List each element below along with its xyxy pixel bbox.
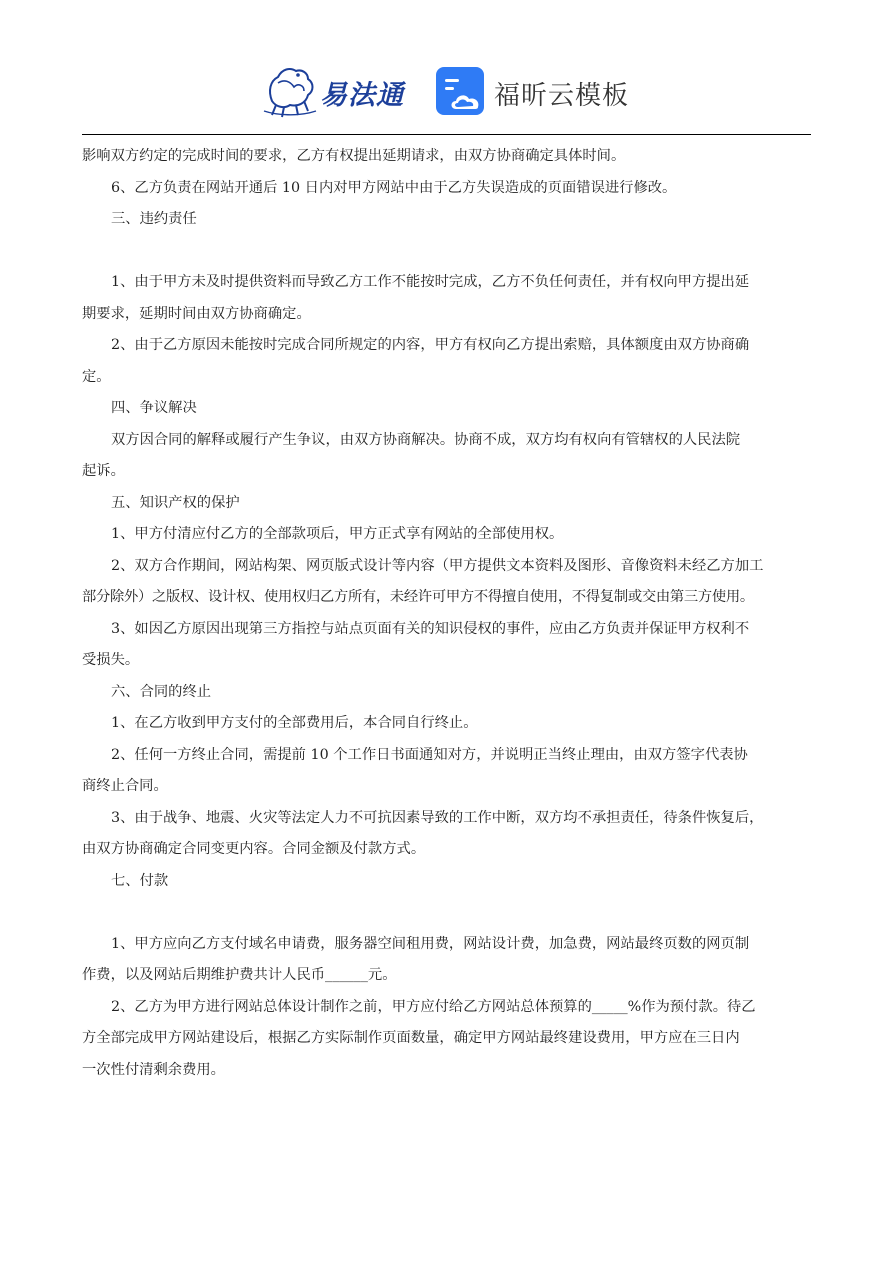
paragraph-line: 1、由于甲方未及时提供资料而导致乙方工作不能按时完成，乙方不负任何责任，并有权向甲方提出延 [111,274,750,290]
page-header [0,55,893,125]
paragraph-line: 6、乙方负责在网站开通后 10 日内对甲方网站中由于乙方失误造成的页面错误进行修改。 [111,179,677,196]
paragraph-line: 影响双方约定的完成时间的要求，乙方有权提出延期请求，由双方协商确定具体时间。 [82,148,626,164]
paragraph-line: 1、甲方应向乙方支付域名申请费，服务器空间租用费，网站设计费，加急费，网站最终页数的网页制 [111,935,750,952]
logo2-name: 福昕云模板 [494,81,630,111]
cloud-document-icon [436,65,486,117]
section-heading: 三、违约责任 [111,211,197,227]
paragraph-line: 2、任何一方终止合同，需提前 10 个工作日书面通知对方，并说明正当终止理由，由双方签字代表协 [111,746,748,763]
qilin-emblem-icon [258,61,320,119]
paragraph-line: 1、在乙方收到甲方支付的全部费用后，本合同自行终止。 [111,715,478,731]
paragraph-line: 1、甲方付清应付乙方的全部款项后，甲方正式享有网站的全部使用权。 [111,526,564,542]
paragraph-line: 双方因合同的解释或履行产生争议，由双方协商解决。协商不成，双方均有权向有管辖权的人民法院 [111,431,741,448]
section-heading: 六、合同的终止 [111,683,212,700]
header-divider [82,134,811,135]
paragraph-line: 商终止合同。 [82,778,168,794]
foxit-template-logo [436,65,646,119]
paragraph-line: 定。 [82,368,111,385]
paragraph-line: 期要求，延期时间由双方协商确定。 [82,305,311,322]
section-heading: 五、知识产权的保护 [111,494,240,511]
yifatong-logo [258,61,418,119]
section-heading: 四、争议解决 [111,400,197,416]
paragraph-line: 由双方协商确定合同变更内容。合同金额及付款方式。 [82,841,426,857]
section-heading: 七、付款 [111,872,169,889]
paragraph-line: 部分除外）之版权、设计权、使用权归乙方所有，未经许可甲方不得擅自使用，不得复制或交由第三方使用。 [82,589,754,605]
paragraph-line: 作费，以及网站后期维护费共计人民币______元。 [82,967,397,983]
paragraph-line: 方全部完成甲方网站建设后，根据乙方实际制作页面数量，确定甲方网站最终建设费用，甲方应在三日内 [82,1030,740,1046]
contract-body [82,141,811,1086]
paragraph-line: 3、由于战争、地震、火灾等法定人力不可抗因素导致的工作中断，双方均不承担责任，待条件恢复后， [111,809,764,826]
paragraph-line: 2、双方合作期间，网站构架、网页版式设计等内容（甲方提供文本资料及图形、音像资料未经乙方加工 [111,557,764,574]
logo1-name: 易法通 [320,80,404,111]
paragraph-line: 受损失。 [82,652,140,668]
paragraph-line: 2、乙方为甲方进行网站总体设计制作之前，甲方应付给乙方网站总体预算的_____%作为预付款。待乙 [111,998,756,1015]
paragraph-line: 一次性付清剩余费用。 [82,1061,225,1078]
paragraph-line: 3、如因乙方原因出现第三方指控与站点页面有关的知识侵权的事件，应由乙方负责并保证甲方权利不 [111,620,750,637]
paragraph-line: 起诉。 [82,463,125,479]
paragraph-line: 2、由于乙方原因未能按时完成合同所规定的内容，甲方有权向乙方提出索赔，具体额度由双方协商确 [111,337,750,353]
